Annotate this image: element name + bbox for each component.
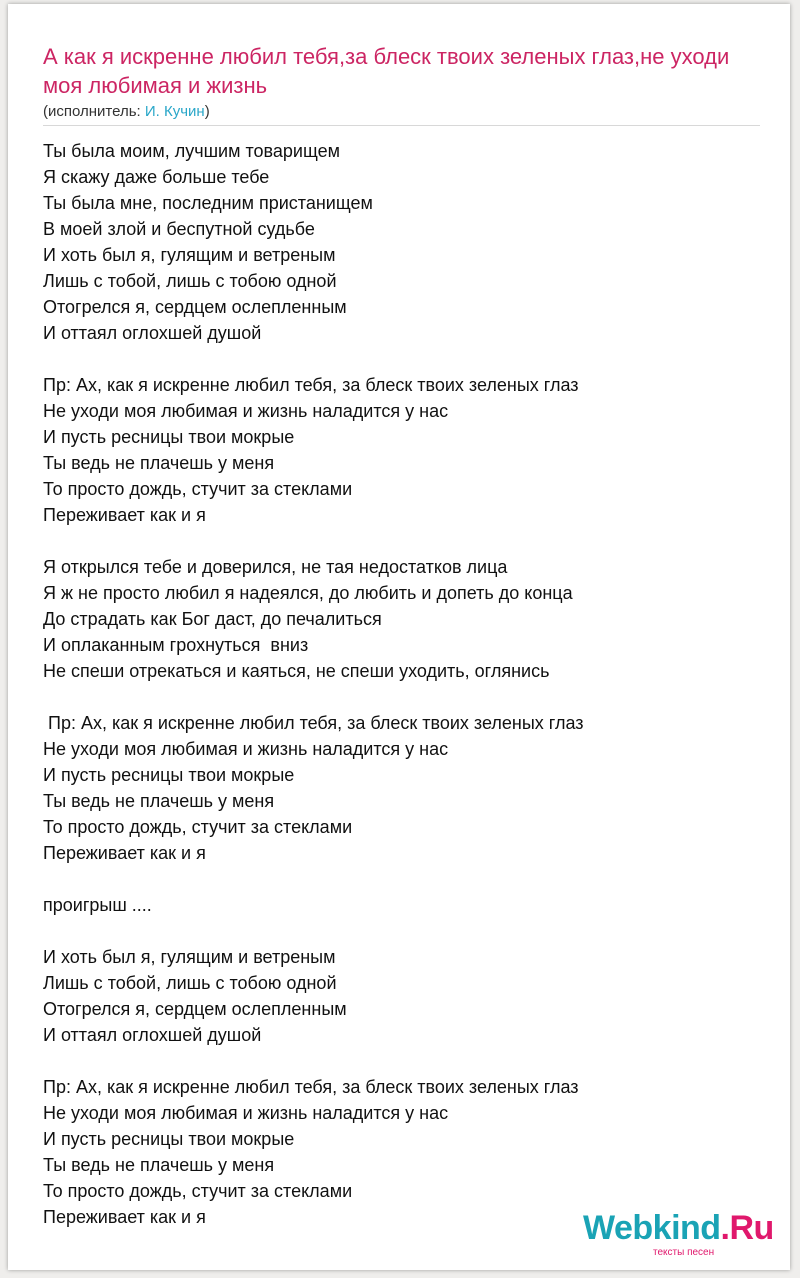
blank-line: [43, 1048, 763, 1074]
lyric-line: И хоть был я, гулящим и ветреным: [43, 947, 336, 967]
logo-tld: .Ru: [720, 1209, 774, 1247]
divider: [43, 125, 760, 126]
lyric-line: И оттаял оглохшей душой: [43, 1025, 262, 1045]
lyric-line: И пусть ресницы твои мокрые: [43, 427, 295, 447]
lyric-line: Отогрелся я, сердцем ослепленным: [43, 999, 347, 1019]
lyric-line: проигрыш ....: [43, 895, 152, 915]
lyric-line: Не уходи моя любимая и жизнь наладится у нас: [43, 739, 449, 759]
lyric-line: Переживает как и я: [43, 505, 206, 525]
artist-link[interactable]: И. Кучин: [144, 103, 205, 120]
webkind-logo[interactable]: [583, 1209, 783, 1265]
artist-suffix: ): [204, 103, 210, 120]
lyric-line: Не спеши отрекаться и каяться, не спеши уходить, оглянись: [43, 661, 550, 681]
lyrics-text: [43, 138, 763, 1230]
blank-line: [43, 918, 763, 944]
logo-tagline: тексты песен: [653, 1247, 715, 1258]
lyric-line: В моей злой и беспутной судьбе: [43, 219, 315, 239]
lyric-line: То просто дождь, стучит за стеклами: [43, 817, 353, 837]
lyric-line: Ты была мне, последним пристанищем: [43, 193, 373, 213]
lyric-line: Пр: Ах, как я искренне любил тебя, за блеск твоих зеленых глаз: [43, 375, 579, 395]
lyric-line: Я открылся тебе и доверился, не тая недостатков лица: [43, 557, 508, 577]
lyric-line: Я ж не просто любил я надеялся, до любить и допеть до конца: [43, 583, 573, 603]
lyric-line: И оплаканным грохнуться вниз: [43, 635, 309, 655]
lyric-line: Отогрелся я, сердцем ослепленным: [43, 297, 347, 317]
lyric-line: Переживает как и я: [43, 1207, 206, 1227]
logo-name: Webkind: [583, 1209, 721, 1247]
lyric-line: Ты ведь не плачешь у меня: [43, 453, 275, 473]
lyrics-page: [8, 4, 790, 1270]
lyric-line: До страдать как Бог даст, до печалиться: [43, 609, 382, 629]
lyric-line: То просто дождь, стучит за стеклами: [43, 1181, 353, 1201]
lyric-line: Лишь с тобой, лишь с тобою одной: [43, 973, 337, 993]
artist-line: [43, 103, 210, 120]
lyric-line: Не уходи моя любимая и жизнь наладится у нас: [43, 1103, 449, 1123]
lyric-line: И пусть ресницы твои мокрые: [43, 1129, 295, 1149]
lyric-line: И хоть был я, гулящим и ветреным: [43, 245, 336, 265]
song-title: А как я искренне любил тебя,за блеск твоих зеленых глаз,не уходи моя любимая и жизнь: [43, 44, 730, 98]
lyric-line: Пр: Ах, как я искренне любил тебя, за блеск твоих зеленых глаз: [43, 1077, 579, 1097]
lyric-line: То просто дождь, стучит за стеклами: [43, 479, 353, 499]
lyric-line: Переживает как и я: [43, 843, 206, 863]
lyric-line: Не уходи моя любимая и жизнь наладится у нас: [43, 401, 449, 421]
lyric-line: Я скажу даже больше тебе: [43, 167, 270, 187]
lyric-line: И пусть ресницы твои мокрые: [43, 765, 295, 785]
lyric-line: Ты ведь не плачешь у меня: [43, 791, 275, 811]
blank-line: [43, 684, 763, 710]
blank-line: [43, 346, 763, 372]
lyric-line: Ты ведь не плачешь у меня: [43, 1155, 275, 1175]
blank-line: [43, 866, 763, 892]
lyric-line: Пр: Ах, как я искренне любил тебя, за блеск твоих зеленых глаз: [43, 713, 584, 733]
lyric-line: И оттаял оглохшей душой: [43, 323, 262, 343]
blank-line: [43, 528, 763, 554]
logo-wordmark: [583, 1209, 774, 1248]
artist-prefix: (исполнитель:: [43, 103, 145, 120]
lyric-line: Лишь с тобой, лишь с тобою одной: [43, 271, 337, 291]
lyric-line: Ты была моим, лучшим товарищем: [43, 141, 340, 161]
